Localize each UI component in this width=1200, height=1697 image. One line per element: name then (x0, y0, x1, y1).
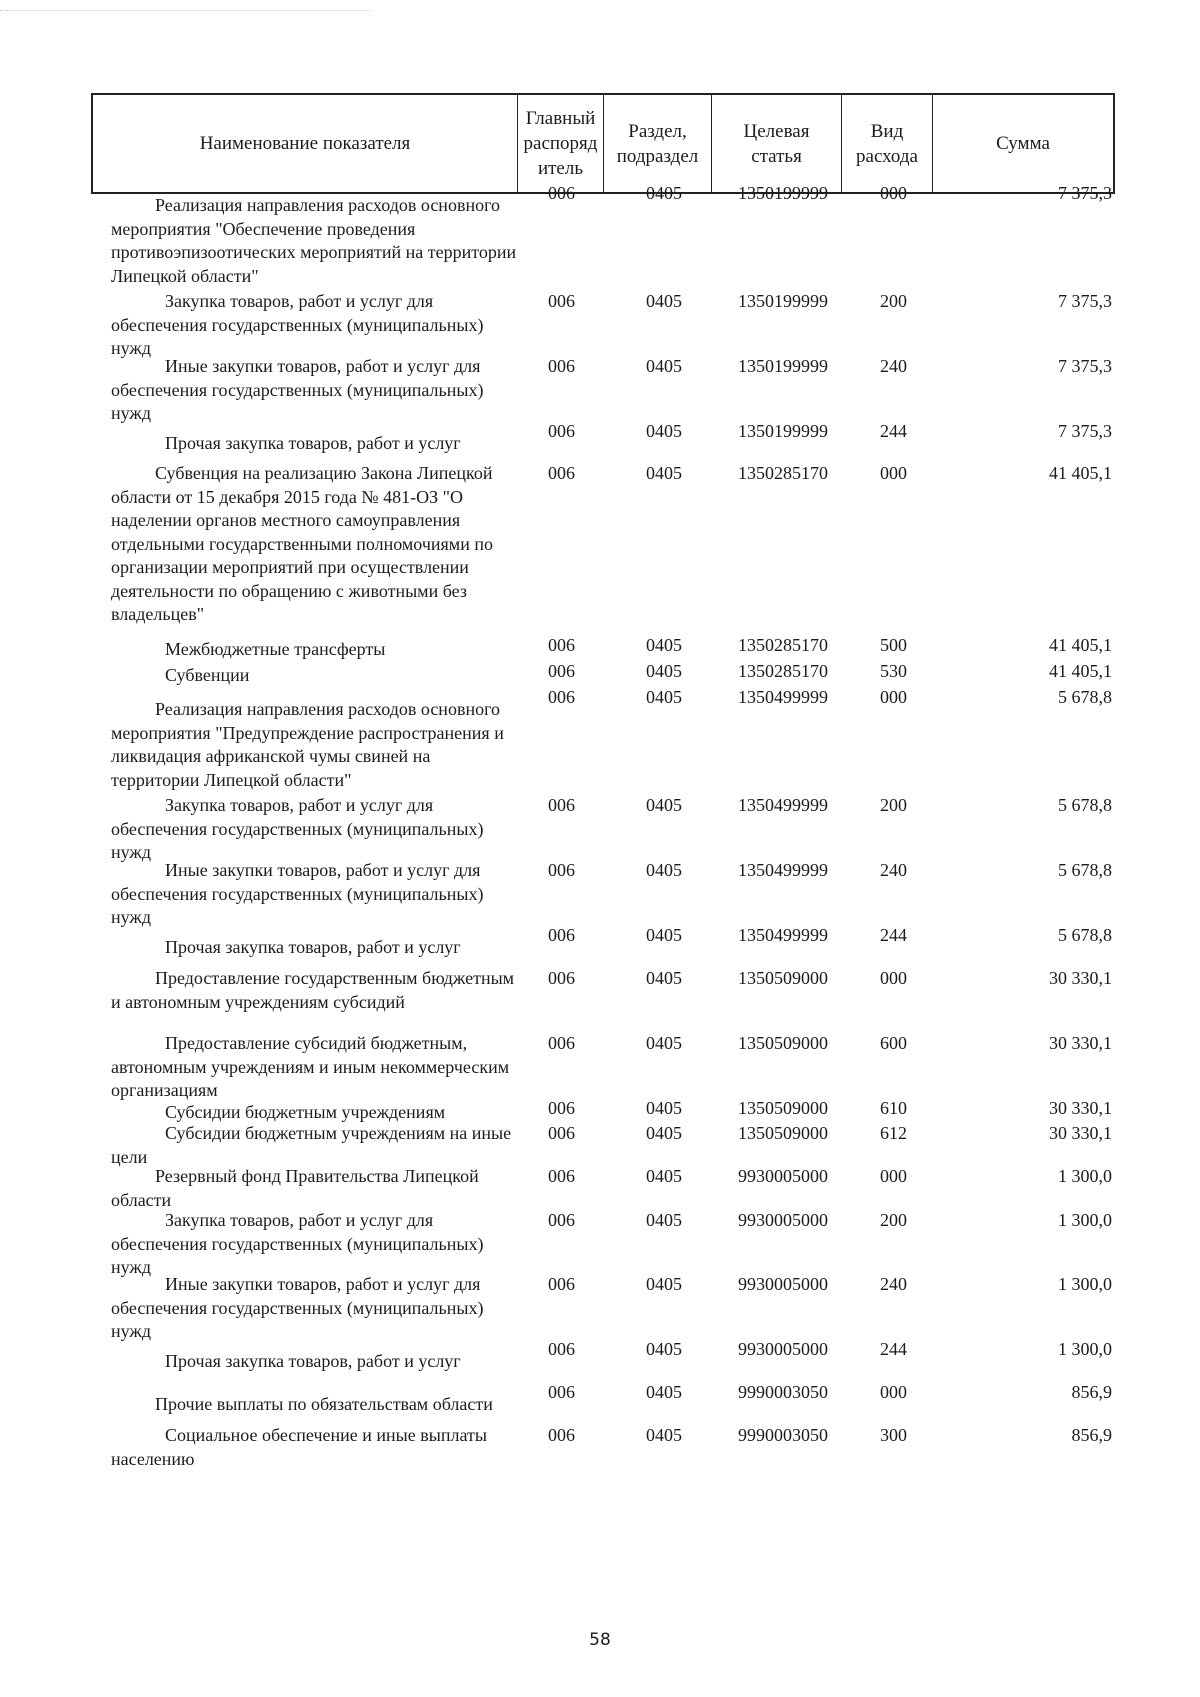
row-main-manager: 006 (548, 183, 575, 203)
row-sum: 5 678,8 (1058, 860, 1112, 880)
row-section: 0405 (646, 1274, 682, 1294)
row-name: Резервный фонд Правительства Липецкой области (111, 1166, 479, 1210)
row-name: Прочая закупка товаров, работ и услуг (165, 1351, 461, 1371)
row-name: Закупка товаров, работ и услуг для обеспечения государственных (муниципальных) нужд (111, 795, 484, 862)
row-target-item: 1350509000 (738, 968, 828, 988)
row-expense-type: 300 (880, 1425, 907, 1445)
row-target-item: 1350499999 (738, 795, 828, 815)
row-main-manager: 006 (548, 925, 575, 945)
row-target-item: 1350199999 (738, 421, 828, 441)
header-target-item: Целевая статья (743, 120, 810, 167)
row-expense-type: 240 (880, 356, 907, 376)
row-name: Субвенция на реализацию Закона Липецкой области от 15 декабря 2015 года № 481-ОЗ "О наделении органов местного самоуправления отдельными государственными полномочиями по организации мероприятий при осуществлении деятельности по обращению с животными без владельцев" (111, 463, 493, 624)
row-section: 0405 (646, 860, 682, 880)
row-target-item: 9930005000 (738, 1166, 828, 1186)
row-expense-type: 530 (880, 661, 907, 681)
row-main-manager: 006 (548, 860, 575, 880)
row-sum: 41 405,1 (1049, 463, 1112, 483)
row-expense-type: 000 (880, 183, 907, 203)
row-main-manager: 006 (548, 1339, 575, 1359)
row-expense-type: 240 (880, 860, 907, 880)
row-expense-type: 600 (880, 1033, 907, 1053)
row-sum: 1 300,0 (1058, 1339, 1112, 1359)
row-main-manager: 006 (548, 1274, 575, 1294)
row-main-manager: 006 (548, 1166, 575, 1186)
row-sum: 41 405,1 (1049, 661, 1112, 681)
row-section: 0405 (646, 1033, 682, 1053)
row-target-item: 9990003050 (738, 1425, 828, 1445)
row-sum: 30 330,1 (1049, 1123, 1112, 1143)
row-main-manager: 006 (548, 635, 575, 655)
row-main-manager: 006 (548, 291, 575, 311)
header-section: Раздел, подраздел (616, 120, 699, 167)
row-expense-type: 000 (880, 463, 907, 483)
row-name: Прочая закупка товаров, работ и услуг (165, 433, 461, 453)
row-section: 0405 (646, 1166, 682, 1186)
row-expense-type: 000 (880, 968, 907, 988)
row-section: 0405 (646, 1339, 682, 1359)
row-expense-type: 244 (880, 421, 907, 441)
row-sum: 856,9 (1071, 1425, 1112, 1445)
row-expense-type: 500 (880, 635, 907, 655)
row-section: 0405 (646, 1210, 682, 1230)
row-target-item: 9930005000 (738, 1339, 828, 1359)
row-target-item: 1350285170 (738, 635, 828, 655)
header-expense-type: Вид расхода (856, 120, 918, 167)
row-main-manager: 006 (548, 1123, 575, 1143)
row-sum: 30 330,1 (1049, 1033, 1112, 1053)
row-name: Предоставление субсидий бюджетным, автономным учреждениям и иным некоммерческим организациям (111, 1033, 510, 1100)
row-name: Иные закупки товаров, работ и услуг для обеспечения государственных (муниципальных) нужд (111, 356, 484, 423)
row-target-item: 1350509000 (738, 1098, 828, 1118)
row-section: 0405 (646, 463, 682, 483)
row-main-manager: 006 (548, 1382, 575, 1402)
row-main-manager: 006 (548, 1425, 575, 1445)
row-name: Реализация направления расходов основного мероприятия "Предупреждение распространения и ликвидация африканской чумы свиней на территории Липецкой области" (111, 699, 504, 790)
header-name: Наименование показателя (199, 133, 411, 154)
row-section: 0405 (646, 1382, 682, 1402)
row-name: Субсидии бюджетным учреждениям (165, 1102, 446, 1122)
row-section: 0405 (646, 925, 682, 945)
row-name: Предоставление государственным бюджетным и автономным учреждениям субсидий (111, 968, 515, 1012)
row-main-manager: 006 (548, 661, 575, 681)
row-target-item: 1350499999 (738, 925, 828, 945)
page-number: 58 (589, 1630, 611, 1650)
row-expense-type: 200 (880, 1210, 907, 1230)
row-section: 0405 (646, 1425, 682, 1445)
row-target-item: 1350285170 (738, 661, 828, 681)
row-section: 0405 (646, 421, 682, 441)
row-section: 0405 (646, 1123, 682, 1143)
row-main-manager: 006 (548, 1033, 575, 1053)
row-name: Межбюджетные трансферты (165, 639, 386, 659)
row-main-manager: 006 (548, 421, 575, 441)
row-expense-type: 000 (880, 1166, 907, 1186)
row-main-manager: 006 (548, 1210, 575, 1230)
row-target-item: 1350285170 (738, 463, 828, 483)
row-sum: 5 678,8 (1058, 795, 1112, 815)
row-target-item: 1350509000 (738, 1123, 828, 1143)
row-target-item: 9930005000 (738, 1210, 828, 1230)
row-sum: 7 375,3 (1058, 356, 1112, 376)
row-expense-type: 244 (880, 925, 907, 945)
row-sum: 30 330,1 (1049, 968, 1112, 988)
row-target-item: 9930005000 (738, 1274, 828, 1294)
row-target-item: 1350509000 (738, 1033, 828, 1053)
row-name: Прочая закупка товаров, работ и услуг (165, 937, 461, 957)
row-main-manager: 006 (548, 795, 575, 815)
row-sum: 7 375,3 (1058, 421, 1112, 441)
row-section: 0405 (646, 968, 682, 988)
row-expense-type: 200 (880, 795, 907, 815)
row-name: Закупка товаров, работ и услуг для обеспечения государственных (муниципальных) нужд (111, 1210, 484, 1277)
header-sum: Сумма (996, 133, 1050, 154)
row-expense-type: 612 (880, 1123, 907, 1143)
row-name: Иные закупки товаров, работ и услуг для обеспечения государственных (муниципальных) нужд (111, 860, 484, 927)
row-sum: 7 375,3 (1058, 183, 1112, 203)
row-section: 0405 (646, 356, 682, 376)
row-target-item: 1350499999 (738, 687, 828, 707)
row-expense-type: 000 (880, 1382, 907, 1402)
row-section: 0405 (646, 1098, 682, 1118)
row-main-manager: 006 (548, 463, 575, 483)
row-sum: 856,9 (1071, 1382, 1112, 1402)
row-main-manager: 006 (548, 687, 575, 707)
row-name: Субсидии бюджетным учреждениям на иные цели (111, 1123, 512, 1167)
row-target-item: 1350199999 (738, 291, 828, 311)
row-expense-type: 244 (880, 1339, 907, 1359)
row-expense-type: 240 (880, 1274, 907, 1294)
row-name: Реализация направления расходов основного мероприятия "Обеспечение проведения противоэпизоотических мероприятий на территории Липецкой области" (111, 195, 517, 286)
row-target-item: 1350199999 (738, 356, 828, 376)
row-sum: 1 300,0 (1058, 1166, 1112, 1186)
row-sum: 5 678,8 (1058, 687, 1112, 707)
row-section: 0405 (646, 795, 682, 815)
header-main-manager: Главный распоряд итель (523, 108, 598, 179)
row-target-item: 9990003050 (738, 1382, 828, 1402)
row-expense-type: 200 (880, 291, 907, 311)
row-name: Субвенции (165, 665, 250, 685)
row-expense-type: 610 (880, 1098, 907, 1118)
row-main-manager: 006 (548, 1098, 575, 1118)
row-main-manager: 006 (548, 968, 575, 988)
row-section: 0405 (646, 183, 682, 203)
row-name: Социальное обеспечение и иные выплаты населению (111, 1425, 487, 1469)
row-main-manager: 006 (548, 356, 575, 376)
row-name: Закупка товаров, работ и услуг для обеспечения государственных (муниципальных) нужд (111, 291, 484, 358)
row-section: 0405 (646, 291, 682, 311)
row-sum: 30 330,1 (1049, 1098, 1112, 1118)
row-target-item: 1350199999 (738, 183, 828, 203)
row-name: Прочие выплаты по обязательствам области (155, 1394, 493, 1414)
row-target-item: 1350499999 (738, 860, 828, 880)
row-section: 0405 (646, 661, 682, 681)
row-section: 0405 (646, 687, 682, 707)
row-sum: 41 405,1 (1049, 635, 1112, 655)
row-sum: 1 300,0 (1058, 1274, 1112, 1294)
row-sum: 5 678,8 (1058, 925, 1112, 945)
row-name: Иные закупки товаров, работ и услуг для обеспечения государственных (муниципальных) нужд (111, 1274, 484, 1341)
row-expense-type: 000 (880, 687, 907, 707)
row-sum: 1 300,0 (1058, 1210, 1112, 1230)
row-section: 0405 (646, 635, 682, 655)
row-sum: 7 375,3 (1058, 291, 1112, 311)
